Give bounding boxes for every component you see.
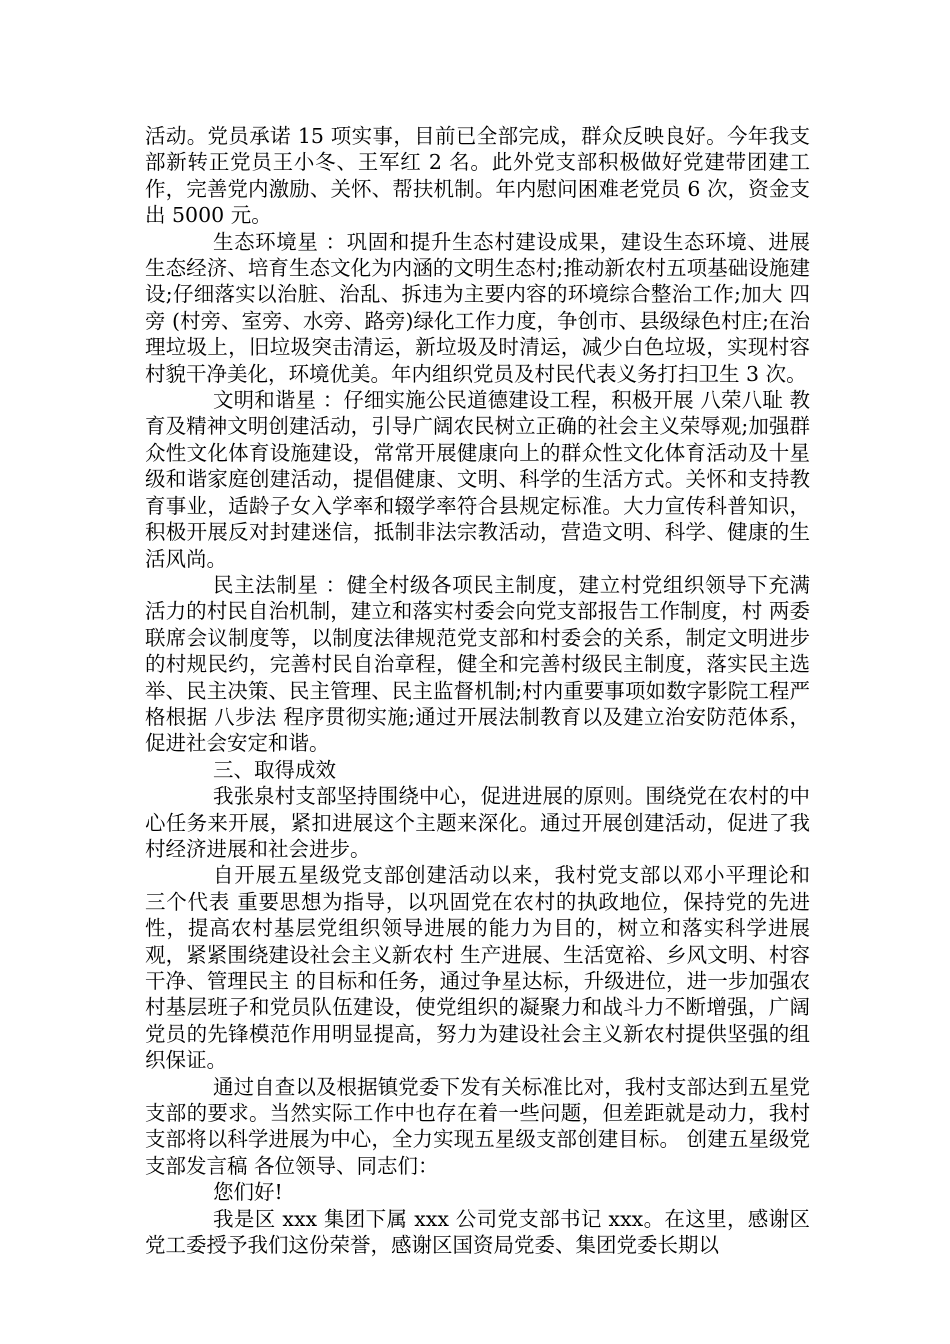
paragraph-greeting: 您们好! bbox=[213, 1180, 283, 1205]
paragraph-five-star-activity: 自开展五星级党支部创建活动以来，我村党支部以邓小平理论和 三个代表 重要思想为指导，以巩固党在农村的执政地位，保持党的先进性，提高农村基层党组织领导进展的能力为目的，树立和落实科学进展观，紧紧围绕建设社会主义新农村 生产进展、生活宽裕、乡风文明、村容干净、管理民主 的目标和任务，通过争星达标，升级进位，进一步加强农村基层班子和党员队伍建设，使党组织的凝聚力和战斗力不断增强，广阔党员的先锋模范作用明显提高，努力为建设社会主义新农村提供坚强的组织保证。 bbox=[145, 863, 810, 1073]
paragraph-results-intro: 我张泉村支部坚持围绕中心，促进进展的原则。围绕党在农村的中心任务来开展，紧扣进展这个主题来深化。通过开展创建活动，促进了我村经济进展和社会进步。 bbox=[145, 784, 810, 861]
paragraph-speech-intro: 我是区 xxx 集团下属 xxx 公司党支部书记 xxx。在这里，感谢区党工委授予我们这份荣誉，感谢区国资局党委、集团党委长期以 bbox=[145, 1206, 810, 1258]
paragraph-civility-harmony-star: 文明和谐星 ：仔细实施公民道德建设工程，积极开展 八荣八耻 教育及精神文明创建活动，引导广阔农民树立正确的社会主义荣辱观;加强群众性文化体育设施建设，常常开展健康向上的群众性文化体育活动及十星级和谐家庭创建活动，提倡健康、文明、科学的生活方式。关怀和支持教育事业，适龄子女入学率和辍学率符合县规定标准。大力宣传科普知识，积极开展反对封建迷信，抵制非法宗教活动，营造文明、科学、健康的生活风尚。 bbox=[145, 388, 810, 571]
paragraph-self-check: 通过自查以及根据镇党委下发有关标准比对，我村支部达到五星党支部的要求。当然实际工作中也存在着一些问题，但差距就是动力，我村支部将以科学进展为中心，全力实现五星级支部创建目标。 创建五星级党支部发言稿 各位领导、同志们： bbox=[145, 1074, 810, 1178]
document-page bbox=[145, 123, 810, 1258]
paragraph-1: 活动。党员承诺 15 项实事，目前已全部完成，群众反映良好。今年我支部新转正党员王小冬、王军红 2 名。此外党支部积极做好党建带团建工作，完善党内激励、关怀、帮扶机制。年内慰问困难老党员 6 次，资金支出 5000 元。 bbox=[145, 124, 810, 228]
section-heading-results: 三、取得成效 bbox=[213, 757, 336, 782]
paragraph-democracy-law-star: 民主法制星 ：健全村级各项民主制度，建立村党组织领导下充满活力的村民自治机制，建立和落实村委会向党支部报告工作制度，村 两委 联席会议制度等，以制度法律规范党支部和村委会的关系，制定文明进步的村规民约，完善村民自治章程，健全和完善村级民主制度，落实民主选举、民主决策、民主管理、民主监督机制;村内重要事项如数字影院工程严格根据 八步法 程序贯彻实施;通过开展法制教育以及建立治安防范体系，促进社会安定和谐。 bbox=[145, 572, 810, 756]
paragraph-ecology-star: 生态环境星 ：巩固和提升生态村建设成果，建设生态环境、进展生态经济、培育生态文化为内涵的文明生态村;推动新农村五项基础设施建设;仔细落实以治脏、治乱、拆违为主要内容的环境综合整治工作;加大 四旁 (村旁、室旁、水旁、路旁)绿化工作力度，争创市、县级绿色村庄;在治理垃圾上，旧垃圾突击清运，新垃圾及时清运，减少白色垃圾，实现村容村貌干净美化，环境优美。年内组织党员及村民代表义务打扫卫生 3 次。 bbox=[145, 229, 810, 386]
